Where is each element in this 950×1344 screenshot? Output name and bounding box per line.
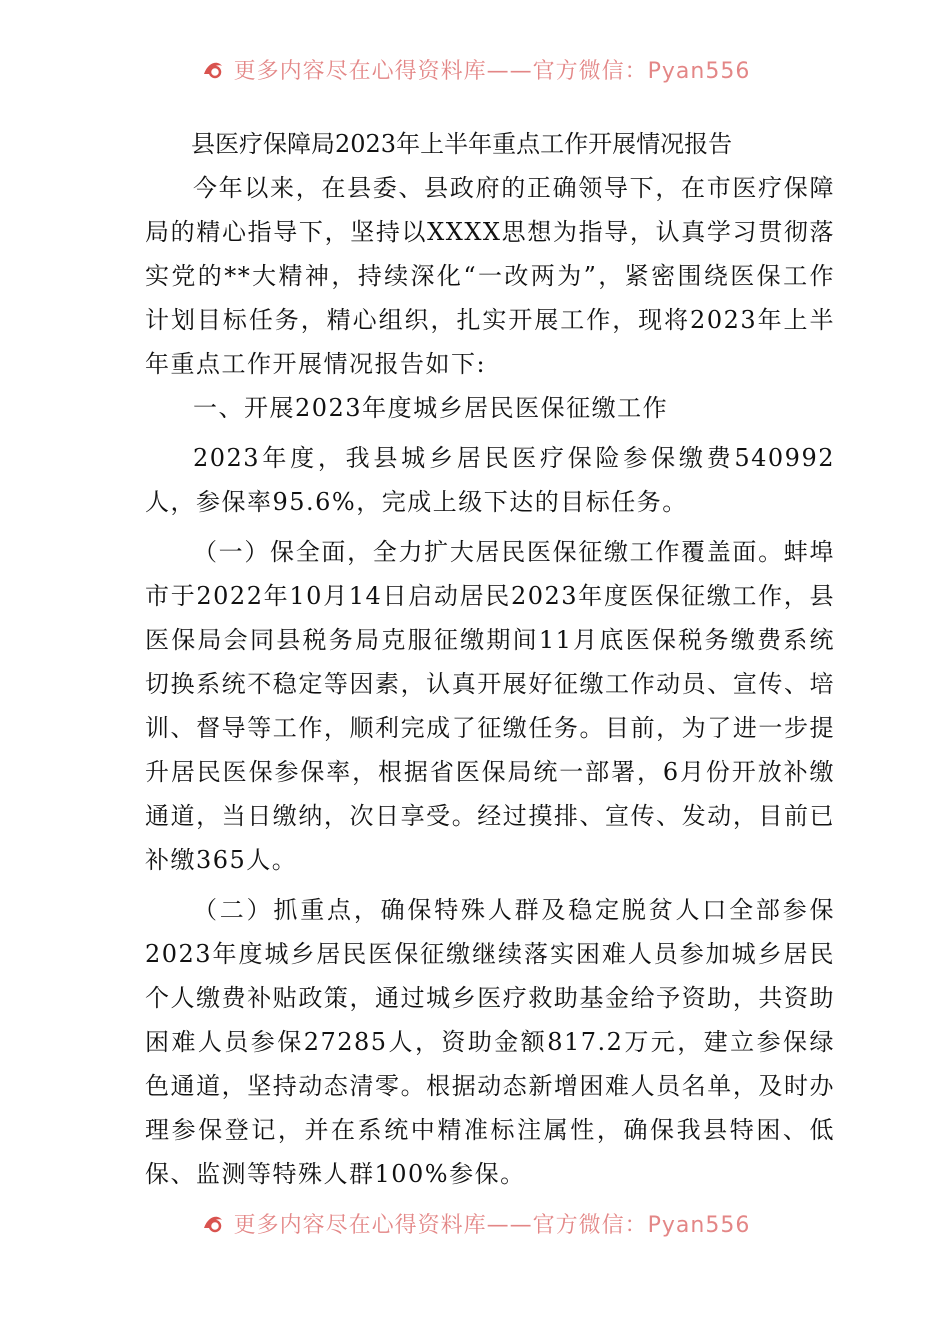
watermark-logo-icon — [200, 56, 226, 82]
paragraph-intro: 今年以来，在县委、县政府的正确领导下，在市医疗保障局的精心指导下，坚持以XXXX思想为指导，认真学习贯彻落实党的**大精神，持续深化“一改两为”，紧密围绕医保工作计划目标任务，精心组织，扎实开展工作，现将2023年上半年重点工作开展情况报告如下: — [145, 174, 835, 378]
watermark-logo-icon — [200, 1210, 226, 1236]
watermark-text: 更多内容尽在心得资料库——官方微信：Pyan556 — [233, 1212, 751, 1238]
paragraph-section-1-summary: 2023年度，我县城乡居民医疗保险参保缴费540992人，参保率95.6%，完成上级下达的目标任务。 — [145, 444, 835, 516]
watermark-banner-bottom — [0, 1206, 950, 1240]
section-heading-1: 一、开展2023年度城乡居民医保征缴工作 — [193, 394, 669, 422]
watermark-banner-top — [0, 52, 950, 86]
watermark-text: 更多内容尽在心得资料库——官方微信：Pyan556 — [233, 58, 751, 84]
paragraph-subsection-2: （二）抓重点，确保特殊人群及稳定脱贫人口全部参保2023年度城乡居民医保征缴继续落实困难人员参加城乡居民个人缴费补贴政策，通过城乡医疗救助基金给予资助，共资助困难人员参保27285人，资助金额817.2万元，建立参保绿色通道，坚持动态清零。根据动态新增困难人员名单，及时办理参保登记，并在系统中精准标注属性，确保我县特困、低保、监测等特殊人群100%参保。 — [145, 896, 835, 1188]
paragraph-subsection-1: （一）保全面，全力扩大居民医保征缴工作覆盖面。蚌埠市于2022年10月14日启动居民2023年度医保征缴工作，县医保局会同县税务局克服征缴期间11月底医保税务缴费系统切换系统不稳定等因素，认真开展好征缴工作动员、宣传、培训、督导等工作，顺利完成了征缴任务。目前，为了进一步提升居民医保参保率，根据省医保局统一部署，6月份开放补缴通道，当日缴纳，次日享受。经过摸排、宣传、发动，目前已补缴365人。 — [145, 538, 835, 874]
document-body — [145, 122, 835, 1196]
document-title: 县医疗保障局2023年上半年重点工作开展情况报告 — [191, 130, 733, 158]
